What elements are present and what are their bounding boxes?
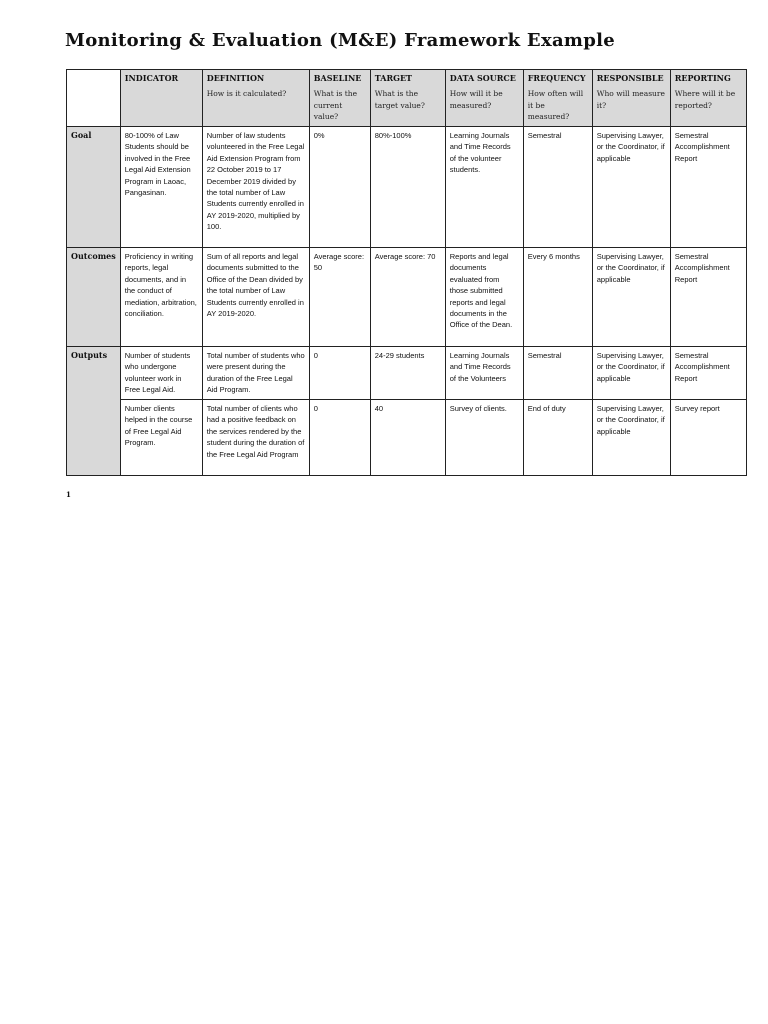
responsible-cell: Supervising Lawyer, or the Coordinator, if applicable xyxy=(592,347,670,400)
reporting-cell: Semestral Accomplishment Report xyxy=(670,347,746,400)
indicator-cell: Number of students who undergone volunteer work in Free Legal Aid. xyxy=(120,347,202,400)
column-header-target xyxy=(370,70,445,127)
row-header-goal: Goal xyxy=(67,127,121,248)
indicator-cell: 80-100% of Law Students should be involved in the Free Legal Aid Extension Program in Laoac, Pangasinan. xyxy=(120,127,202,248)
target-cell: 80%-100% xyxy=(370,127,445,248)
baseline-cell: Average score: 50 xyxy=(309,248,370,347)
column-header-question: How often will it be measured? xyxy=(527,89,584,121)
baseline-cell: 0 xyxy=(309,400,370,476)
indicator-cell: Proficiency in writing reports, legal documents, and in the conduct of mediation, arbitration, conciliation. xyxy=(120,248,202,347)
data-source-cell: Learning Journals and Time Records of the Volunteers xyxy=(445,347,523,400)
reporting-cell: Semestral Accomplishment Report xyxy=(670,127,746,248)
table-row-outputs-2 xyxy=(67,400,747,476)
header-row xyxy=(67,70,747,127)
column-header-question: What is the current value? xyxy=(313,89,358,121)
column-header-label: TARGET xyxy=(374,73,413,83)
frequency-cell: End of duty xyxy=(523,400,592,476)
column-header-question: Where will it be reported? xyxy=(674,89,736,110)
frequency-cell: Semestral xyxy=(523,347,592,400)
column-header-question: How will it be measured? xyxy=(449,89,503,110)
definition-cell: Number of law students volunteered in the Free Legal Aid Extension Program from 22 October 2019 to 17 December 2019 divided by the total number of Law Students currently enrolled in AY 2019-2020, multiplied by 100. xyxy=(202,127,309,248)
page-title: Monitoring & Evaluation (M&E) Framework Example xyxy=(65,30,616,51)
reporting-cell: Survey report xyxy=(670,400,746,476)
indicator-cell: Number clients helped in the course of Free Legal Aid Program. xyxy=(120,400,202,476)
baseline-cell: 0 xyxy=(309,347,370,400)
column-header-definition xyxy=(202,70,309,127)
column-header-label: DATA SOURCE xyxy=(449,73,516,83)
column-header-indicator xyxy=(120,70,202,127)
column-header-question: How is it calculated? xyxy=(206,89,287,98)
footnote-marker: 1 xyxy=(66,490,71,499)
definition-cell: Total number of clients who had a positive feedback on the services rendered by the student during the duration of the Free Legal Aid Program xyxy=(202,400,309,476)
row-header-outcomes: Outcomes xyxy=(67,248,121,347)
column-header-frequency xyxy=(523,70,592,127)
corner-cell xyxy=(67,70,121,127)
definition-cell: Total number of students who were present during the duration of the Free Legal Aid Program. xyxy=(202,347,309,400)
column-header-label: DEFINITION xyxy=(206,73,265,83)
responsible-cell: Supervising Lawyer, or the Coordinator, if applicable xyxy=(592,127,670,248)
data-source-cell: Learning Journals and Time Records of the volunteer students. xyxy=(445,127,523,248)
column-header-label: REPORTING xyxy=(674,73,731,83)
reporting-cell: Semestral Accomplishment Report xyxy=(670,248,746,347)
baseline-cell: 0% xyxy=(309,127,370,248)
column-header-data-source xyxy=(445,70,523,127)
responsible-cell: Supervising Lawyer, or the Coordinator, if applicable xyxy=(592,400,670,476)
table-row-outcomes xyxy=(67,248,747,347)
table-row-goal xyxy=(67,127,747,248)
column-header-question: What is the target value? xyxy=(374,89,425,110)
me-framework-table xyxy=(66,69,747,476)
frequency-cell: Every 6 months xyxy=(523,248,592,347)
data-source-cell: Reports and legal documents evaluated from those submitted reports and legal documents in the Office of the Dean. xyxy=(445,248,523,347)
data-source-cell: Survey of clients. xyxy=(445,400,523,476)
frequency-cell: Semestral xyxy=(523,127,592,248)
column-header-responsible xyxy=(592,70,670,127)
column-header-reporting xyxy=(670,70,746,127)
target-cell: 24-29 students xyxy=(370,347,445,400)
table-row-outputs xyxy=(67,347,747,400)
column-header-baseline xyxy=(309,70,370,127)
row-header-outputs: Outputs xyxy=(67,347,121,476)
target-cell: 40 xyxy=(370,400,445,476)
column-header-label: INDICATOR xyxy=(124,73,179,83)
definition-cell: Sum of all reports and legal documents submitted to the Office of the Dean divided by the total number of Law Students currently enrolled in AY 2019-2020. xyxy=(202,248,309,347)
responsible-cell: Supervising Lawyer, or the Coordinator, if applicable xyxy=(592,248,670,347)
column-header-label: BASELINE xyxy=(313,73,362,83)
column-header-label: FREQUENCY xyxy=(527,73,586,83)
column-header-question: Who will measure it? xyxy=(596,89,665,110)
target-cell: Average score: 70 xyxy=(370,248,445,347)
column-header-label: RESPONSIBLE xyxy=(596,73,664,83)
